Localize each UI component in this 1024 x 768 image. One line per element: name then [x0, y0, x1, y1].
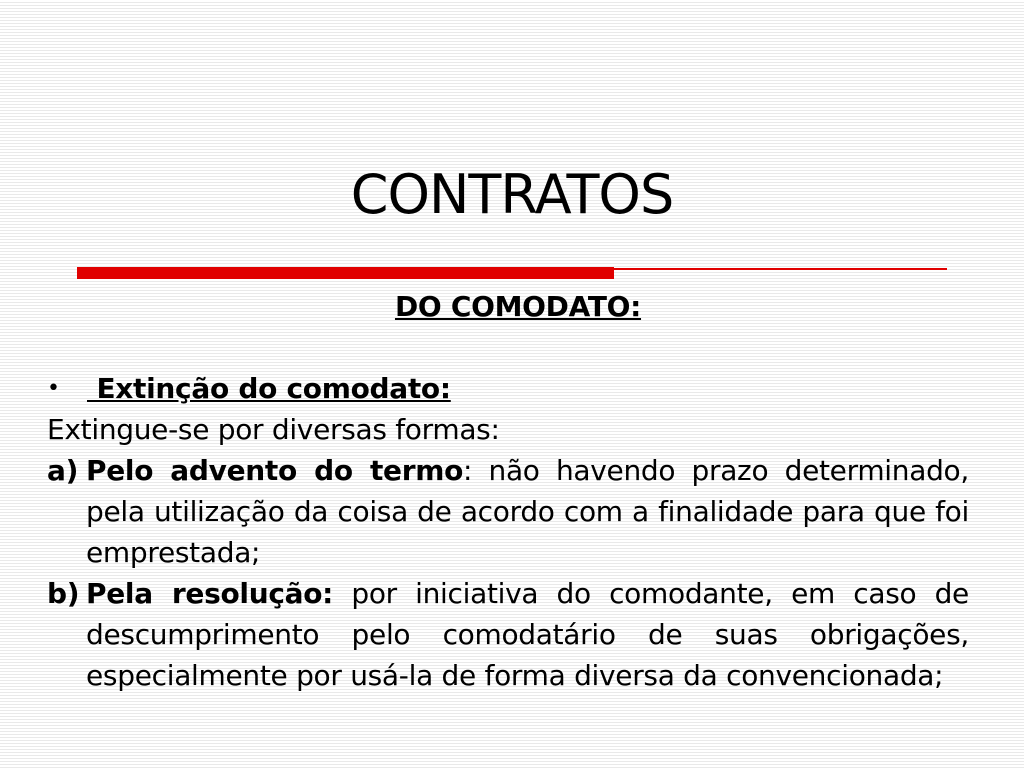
list-item-term: Pelo advento do termo [86, 454, 464, 487]
blank-line [47, 327, 969, 368]
bullet-item [47, 368, 969, 409]
list-marker: b) [47, 577, 80, 610]
list-item-b [47, 573, 969, 696]
slide-title: CONTRATOS [350, 163, 674, 226]
bullet-label: Extinção do comodato: [87, 372, 451, 405]
intro-text: Extingue-se por diversas formas: [47, 413, 500, 446]
list-item-term: Pela resolução: [86, 577, 334, 610]
section-heading: DO COMODATO: [394, 290, 642, 323]
list-marker: a) [47, 454, 79, 487]
title-underline-thin [614, 268, 947, 270]
list-item-text [86, 573, 969, 696]
list-item-a [47, 450, 969, 573]
bullet-icon: • [47, 376, 60, 401]
title-underline-thick [77, 267, 614, 279]
list-item-description: : não havendo prazo determinado, pela utilização da coisa de acordo com a finalidade para que foi emprestada; [86, 454, 969, 569]
list-item-text [86, 450, 969, 573]
list-item-description: por iniciativa do comodante, em caso de descumprimento pelo comodatário de suas obrigações, especialmente por usá-la de forma diversa da convencionada; [86, 577, 969, 692]
slide-body [47, 286, 969, 696]
